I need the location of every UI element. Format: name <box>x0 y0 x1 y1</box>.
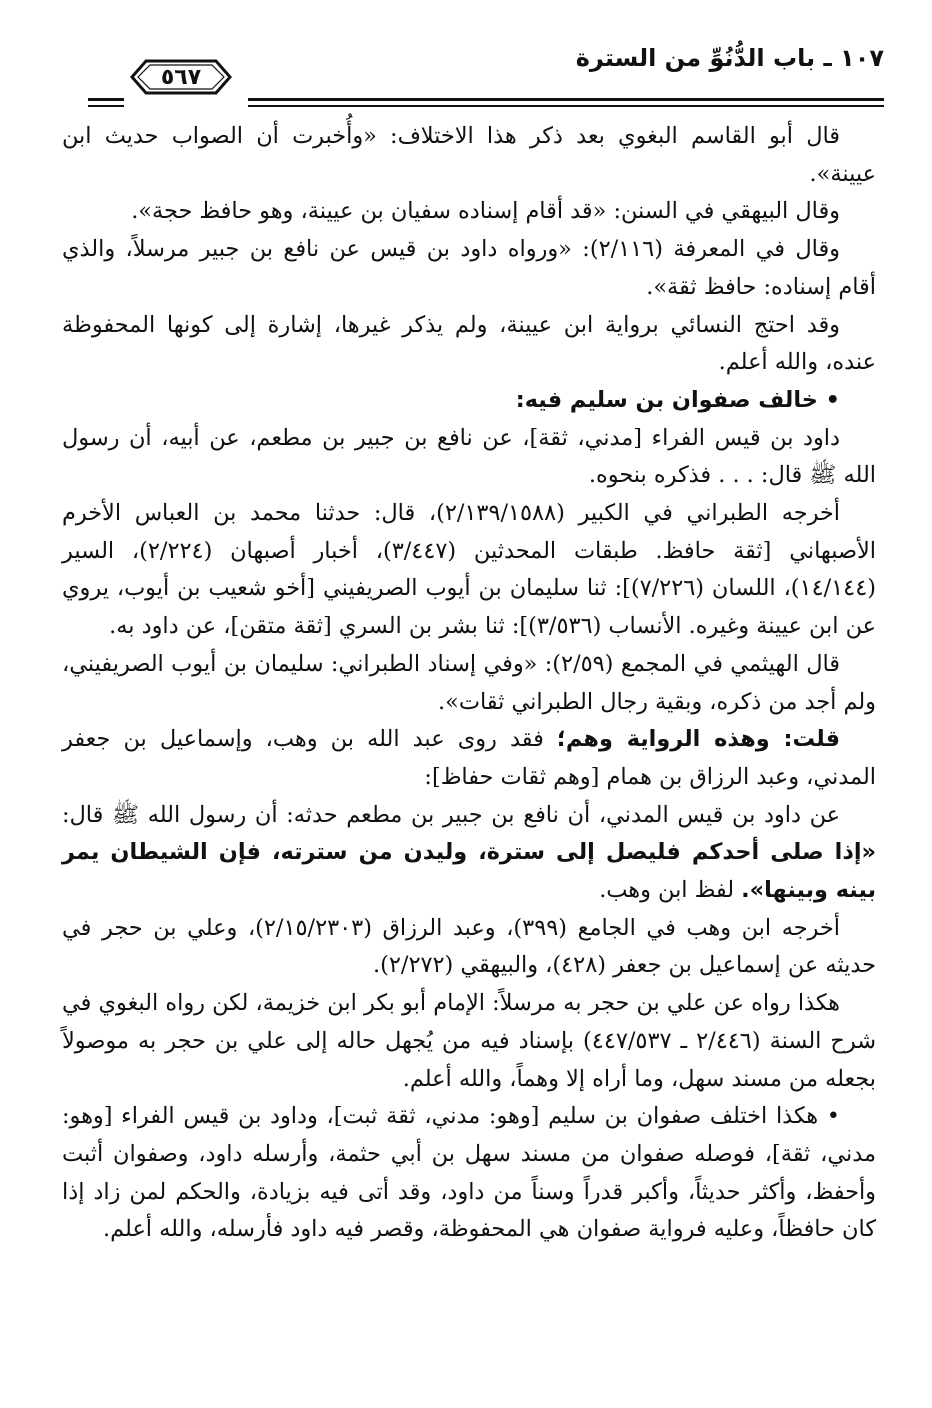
paragraph: هكذا رواه عن علي بن حجر به مرسلاً: الإمام أبو بكر ابن خزيمة، لكن رواه البغوي في شرح السنة (٢/٤٤٦ ـ ٤٤٧/٥٣٧) بإسناد فيه من يُجهل حاله إلى علي بن حجر به موصولاً بجعله من مسند سهل، وما أراه إلا وهماً، والله أعلم. <box>62 990 876 1092</box>
emphasized-text: قلت: وهذه الرواية وهم؛ <box>556 726 840 753</box>
page-header <box>58 38 884 98</box>
paragraph: عن داود بن قيس المدني، أن نافع بن جبير بن مطعم حدثه: أن رسول الله ﷺ قال: «إذا صلى أحدكم فليصل إلى سترة، وليدن من سترته، فإن الشيطان يمر بينه وبينها». لفظ ابن وهب. <box>62 801 876 904</box>
paragraph: وقال البيهقي في السنن: «قد أقام إسناده سفيان بن عيينة، وهو حافظ حجة». <box>131 198 840 225</box>
body-text <box>62 118 876 1249</box>
page-number: ٥٦٧ <box>160 64 202 90</box>
paragraph: وقال في المعرفة (٢/١١٦): «ورواه داود بن قيس عن نافع بن جبير مرسلاً، والذي أقام إسناده: حافظ ثقة». <box>62 236 876 300</box>
emphasized-text: «إذا صلى أحدكم فليصل إلى سترة، وليدن من سترته، فإن الشيطان يمر بينه وبينها». <box>62 839 876 904</box>
paragraph: أخرجه الطبراني في الكبير (٢/١٣٩/١٥٨٨)، قال: حدثنا محمد بن العباس الأخرم الأصبهاني [ثقة حافظ. طبقات المحدثين (٣/٤٤٧)، أخبار أصبهان (٢/٢٢٤)، السير (١٤/١٤٤)، اللسان (٧/٢٢٦)]: ثنا سليمان بن أيوب الصريفيني [أخو شعيب بن أيوب، يروي عن ابن عيينة وغيره. الأنساب (٣/٥٣٦)]: ثنا بشر بن السري [ثقة متقن]، عن داود به. <box>62 500 876 640</box>
paragraph: • هكذا اختلف صفوان بن سليم [وهو: مدني، ثقة ثبت]، وداود بن قيس الفراء [وهو: مدني، ثقة]، فوصله صفوان من مسند سهل بن أبي حثمة، وأرسله داود، وصفوان أثبت وأحفظ، وأكثر حديثاً، وأكبر قدراً وسناً من داود، وقد أتى فيه بزيادة، والحكم لمن زاد إذا كان حافظاً، وعليه فرواية صفوان هي المحفوظة، وقصر فيه داود فأرسله، والله أعلم. <box>62 1103 876 1243</box>
header-rule <box>248 98 884 101</box>
running-title: ١٠٧ ـ باب الدُّنُوِّ من السترة <box>575 44 884 72</box>
header-rule <box>248 105 884 107</box>
paragraph: قلت: وهذه الرواية وهم؛ فقد روى عبد الله بن وهب، وإسماعيل بن جعفر المدني، وعبد الرزاق بن همام [وهم ثقات حفاظ]: <box>62 726 876 790</box>
header-rule <box>88 98 124 101</box>
paragraph: • خالف صفوان بن سليم فيه: <box>515 386 840 413</box>
paragraph: قال أبو القاسم البغوي بعد ذكر هذا الاختلاف: «وأُخبرت أن الصواب حديث ابن عيينة». <box>62 123 876 187</box>
paragraph: داود بن قيس الفراء [مدني، ثقة]، عن نافع بن جبير بن مطعم، عن أبيه، أن رسول الله ﷺ قال: . . . فذكره بنحوه. <box>62 424 876 489</box>
page-number-badge <box>122 56 240 98</box>
paragraph: وقد احتج النسائي برواية ابن عيينة، ولم يذكر غيرها، إشارة إلى كونها المحفوظة عنده، والله أعلم. <box>62 311 876 376</box>
header-rule <box>88 105 124 107</box>
paragraph: أخرجه ابن وهب في الجامع (٣٩٩)، وعبد الرزاق (٢/١٥/٢٣٠٣)، وعلي بن حجر في حديثه عن إسماعيل بن جعفر (٤٢٨)، والبيهقي (٢/٢٧٢). <box>62 914 876 979</box>
paragraph: قال الهيثمي في المجمع (٢/٥٩): «وفي إسناد الطبراني: سليمان بن أيوب الصريفيني، ولم أجد من ذكره، وبقية رجال الطبراني ثقات». <box>62 650 876 715</box>
